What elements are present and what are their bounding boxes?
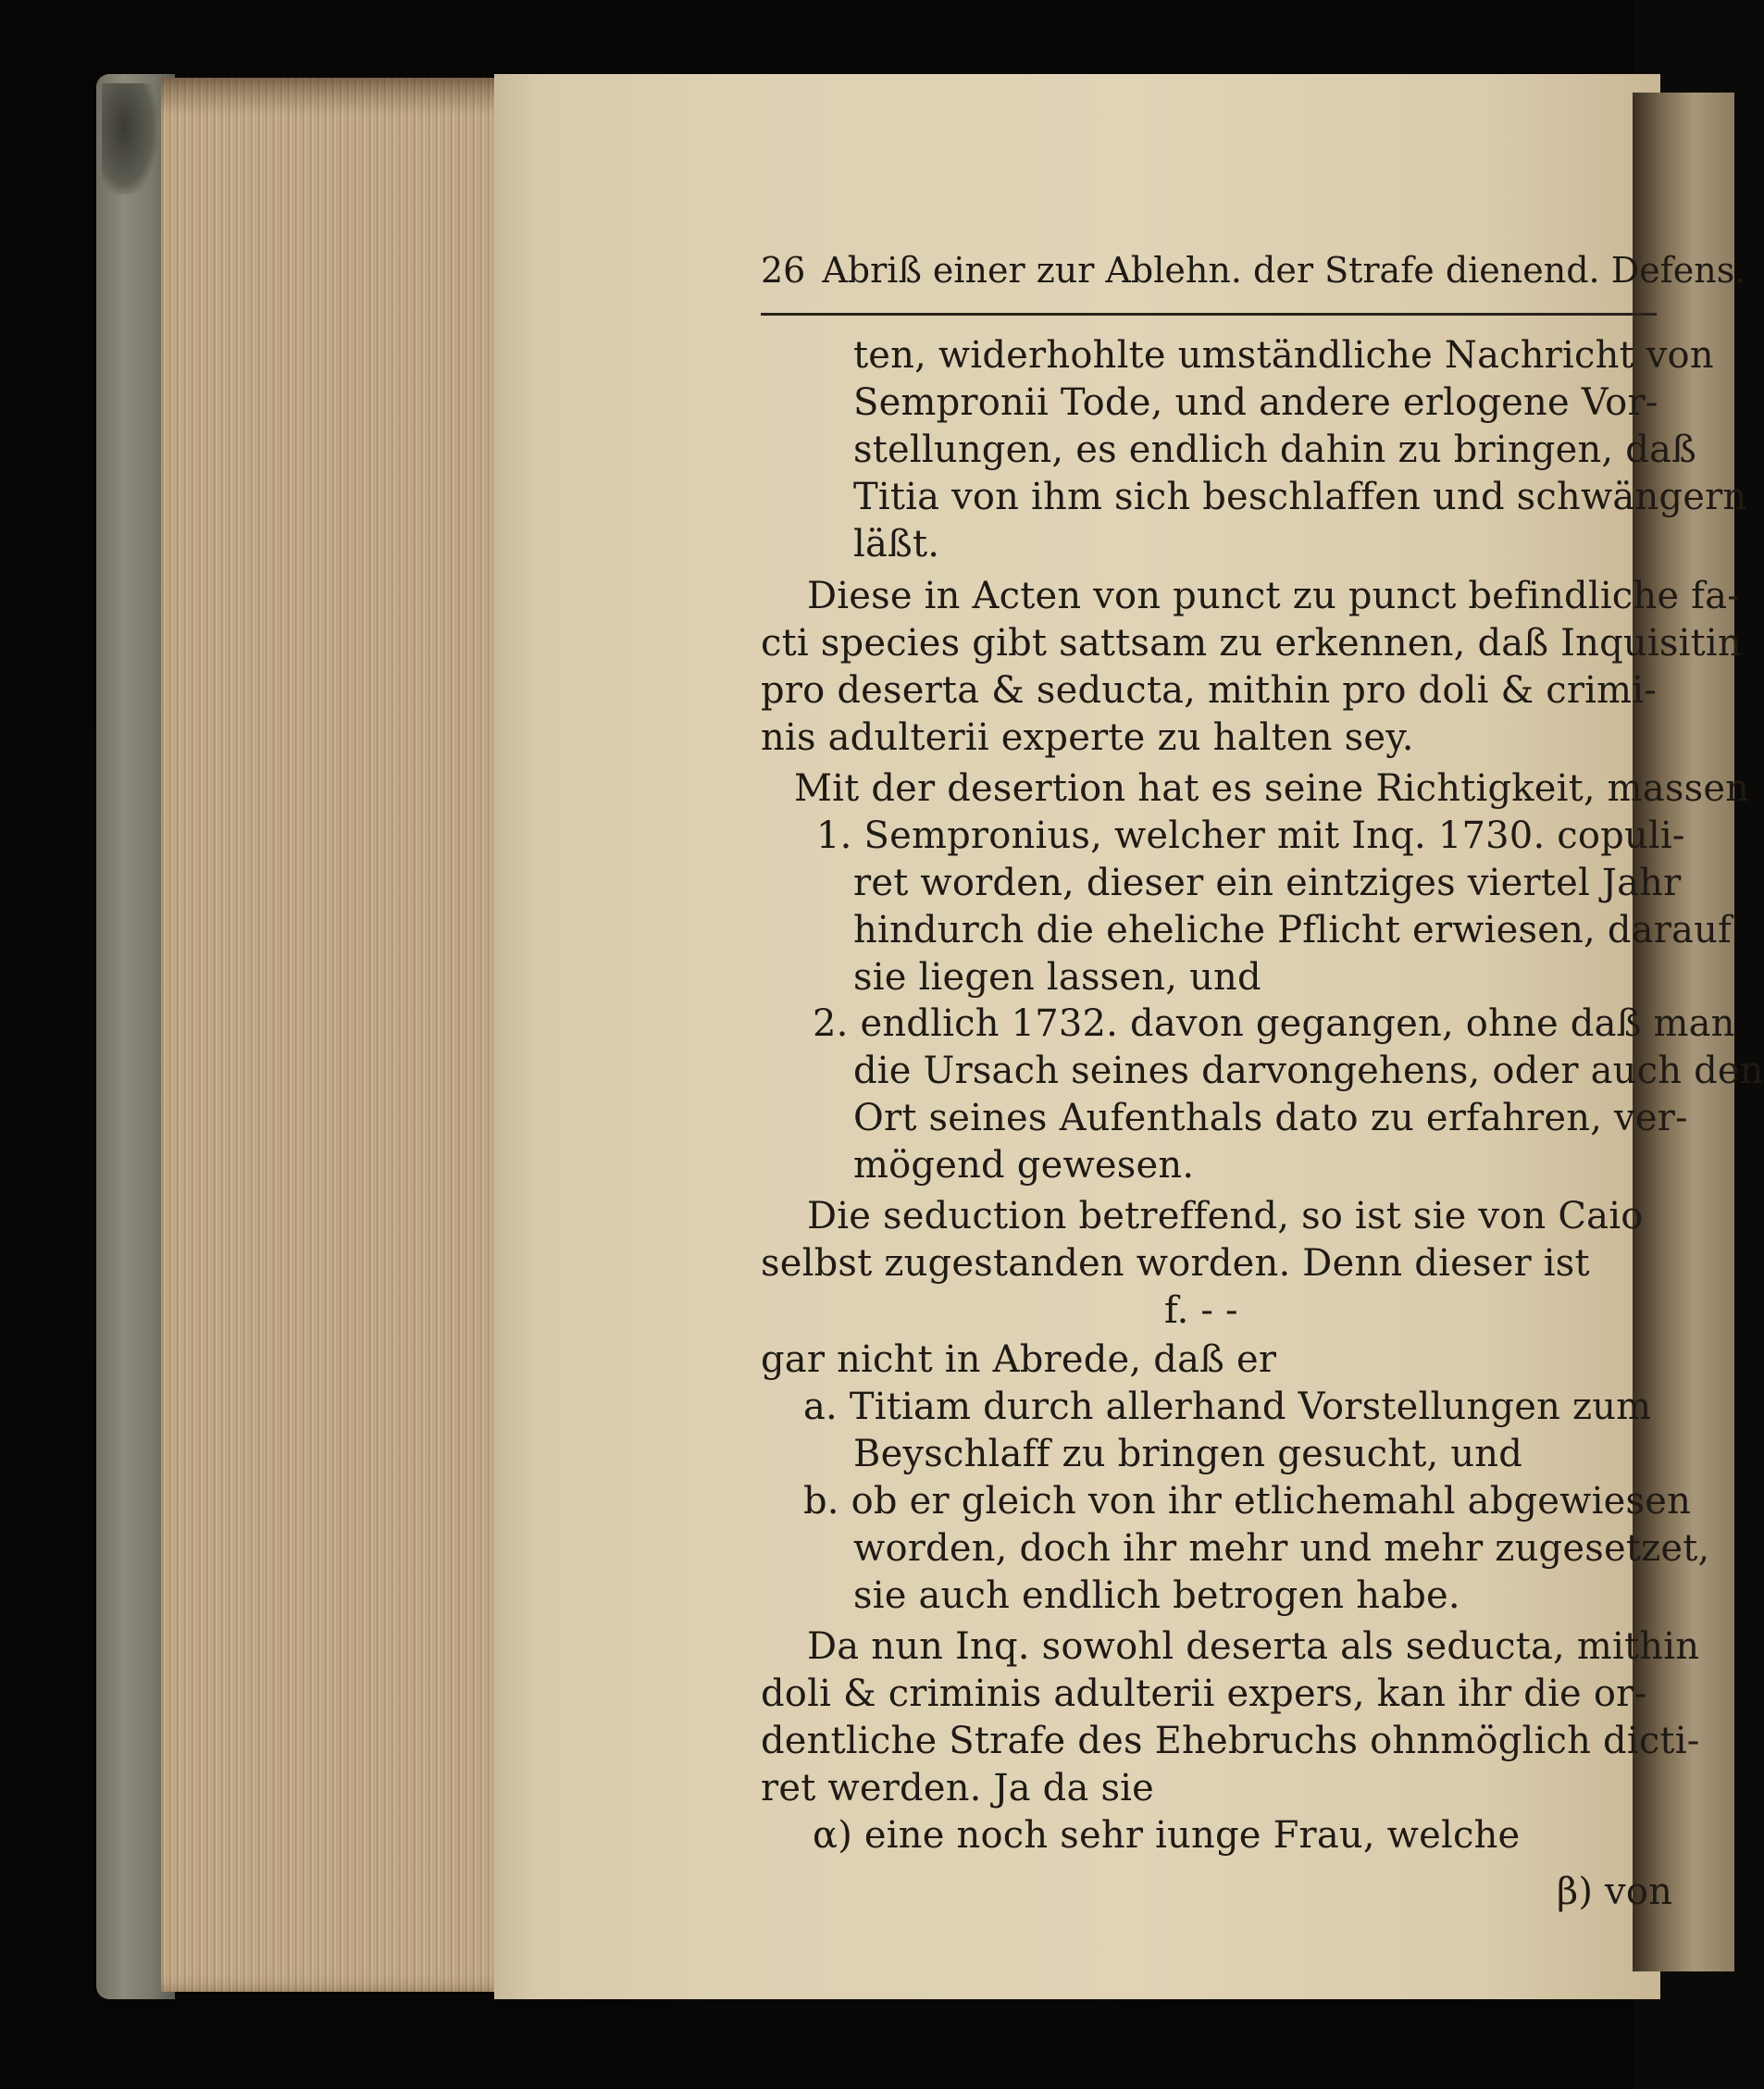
text-line: 2. endlich 1732. davon gegangen, ohne daß man: [813, 1002, 1735, 1045]
page-text: [761, 167, 1764, 1913]
text-line: hindurch die eheliche Pflicht erwiesen, darauf: [853, 909, 1733, 951]
text-line: Da nun Inq. sowohl deserta als seducta, mithin: [807, 1625, 1700, 1668]
text-line: dentliche Strafe des Ehebruchs ohnmöglich dicti-: [761, 1720, 1700, 1762]
text-line: Beyschlaff zu bringen gesucht, und: [853, 1433, 1523, 1475]
text-line: worden, doch ihr mehr und mehr zugesetzet,: [853, 1527, 1710, 1570]
text-line: stellungen, es endlich dahin zu bringen, daß: [853, 429, 1697, 471]
catchword: f. - -: [1164, 1289, 1238, 1332]
text-line: ten, widerhohlte umständliche Nachricht von: [853, 334, 1714, 377]
text-line: selbst zugestanden worden. Denn dieser ist: [761, 1242, 1590, 1285]
text-line: ret werden. Ja da sie: [761, 1767, 1155, 1809]
text-line: 1. Sempronius, welcher mit Inq. 1730. copuli-: [816, 814, 1685, 857]
open-book: [96, 74, 1764, 1999]
text-line: ret worden, dieser ein eintziges viertel Jahr: [853, 862, 1682, 904]
text-line: Ort seines Aufenthals dato zu erfahren, ver-: [853, 1097, 1688, 1139]
printed-page: [494, 74, 1764, 1999]
text-line: cti species gibt sattsam zu erkennen, daß Inquisitin: [761, 622, 1742, 665]
text-line: b. ob er gleich von ihr etlichemahl abgewiesen: [803, 1480, 1692, 1523]
text-line: die Ursach seines darvongehens, oder auch den: [853, 1050, 1764, 1092]
page-number: 26: [761, 250, 806, 291]
text-line: nis adulterii experte zu halten sey.: [761, 716, 1414, 759]
text-line: mögend gewesen.: [853, 1144, 1195, 1187]
text-line: Titia von ihm sich beschlaffen und schwängern: [853, 476, 1747, 518]
running-title: Abriß einer zur Ablehn. der Strafe dienend. Defens.: [822, 250, 1746, 291]
header-rule: [761, 313, 1657, 316]
catchword: β) von: [1557, 1871, 1673, 1913]
running-header: [761, 248, 1746, 292]
text-line: Diese in Acten von punct zu punct befindliche fa-: [807, 575, 1740, 617]
text-line: pro deserta & seducta, mithin pro doli & crimi-: [761, 669, 1658, 712]
text-line: sie auch endlich betrogen habe.: [853, 1574, 1460, 1617]
text-line: doli & criminis adulterii expers, kan ihr die or-: [761, 1672, 1647, 1715]
text-line: α) eine noch sehr iunge Frau, welche: [813, 1814, 1521, 1857]
worn-cover-patch: [102, 83, 157, 194]
text-line: a. Titiam durch allerhand Vorstellungen zum: [803, 1386, 1652, 1428]
text-line: Die seduction betreffend, so ist sie von Caio: [807, 1195, 1644, 1237]
text-line: Sempronii Tode, und andere erlogene Vor-: [853, 381, 1658, 424]
text-line: Mit der desertion hat es seine Richtigkeit, massen: [794, 767, 1750, 810]
text-line: gar nicht in Abrede, daß er: [761, 1338, 1277, 1381]
text-line: sie liegen lassen, und: [853, 956, 1261, 999]
text-line: läßt.: [853, 523, 940, 566]
